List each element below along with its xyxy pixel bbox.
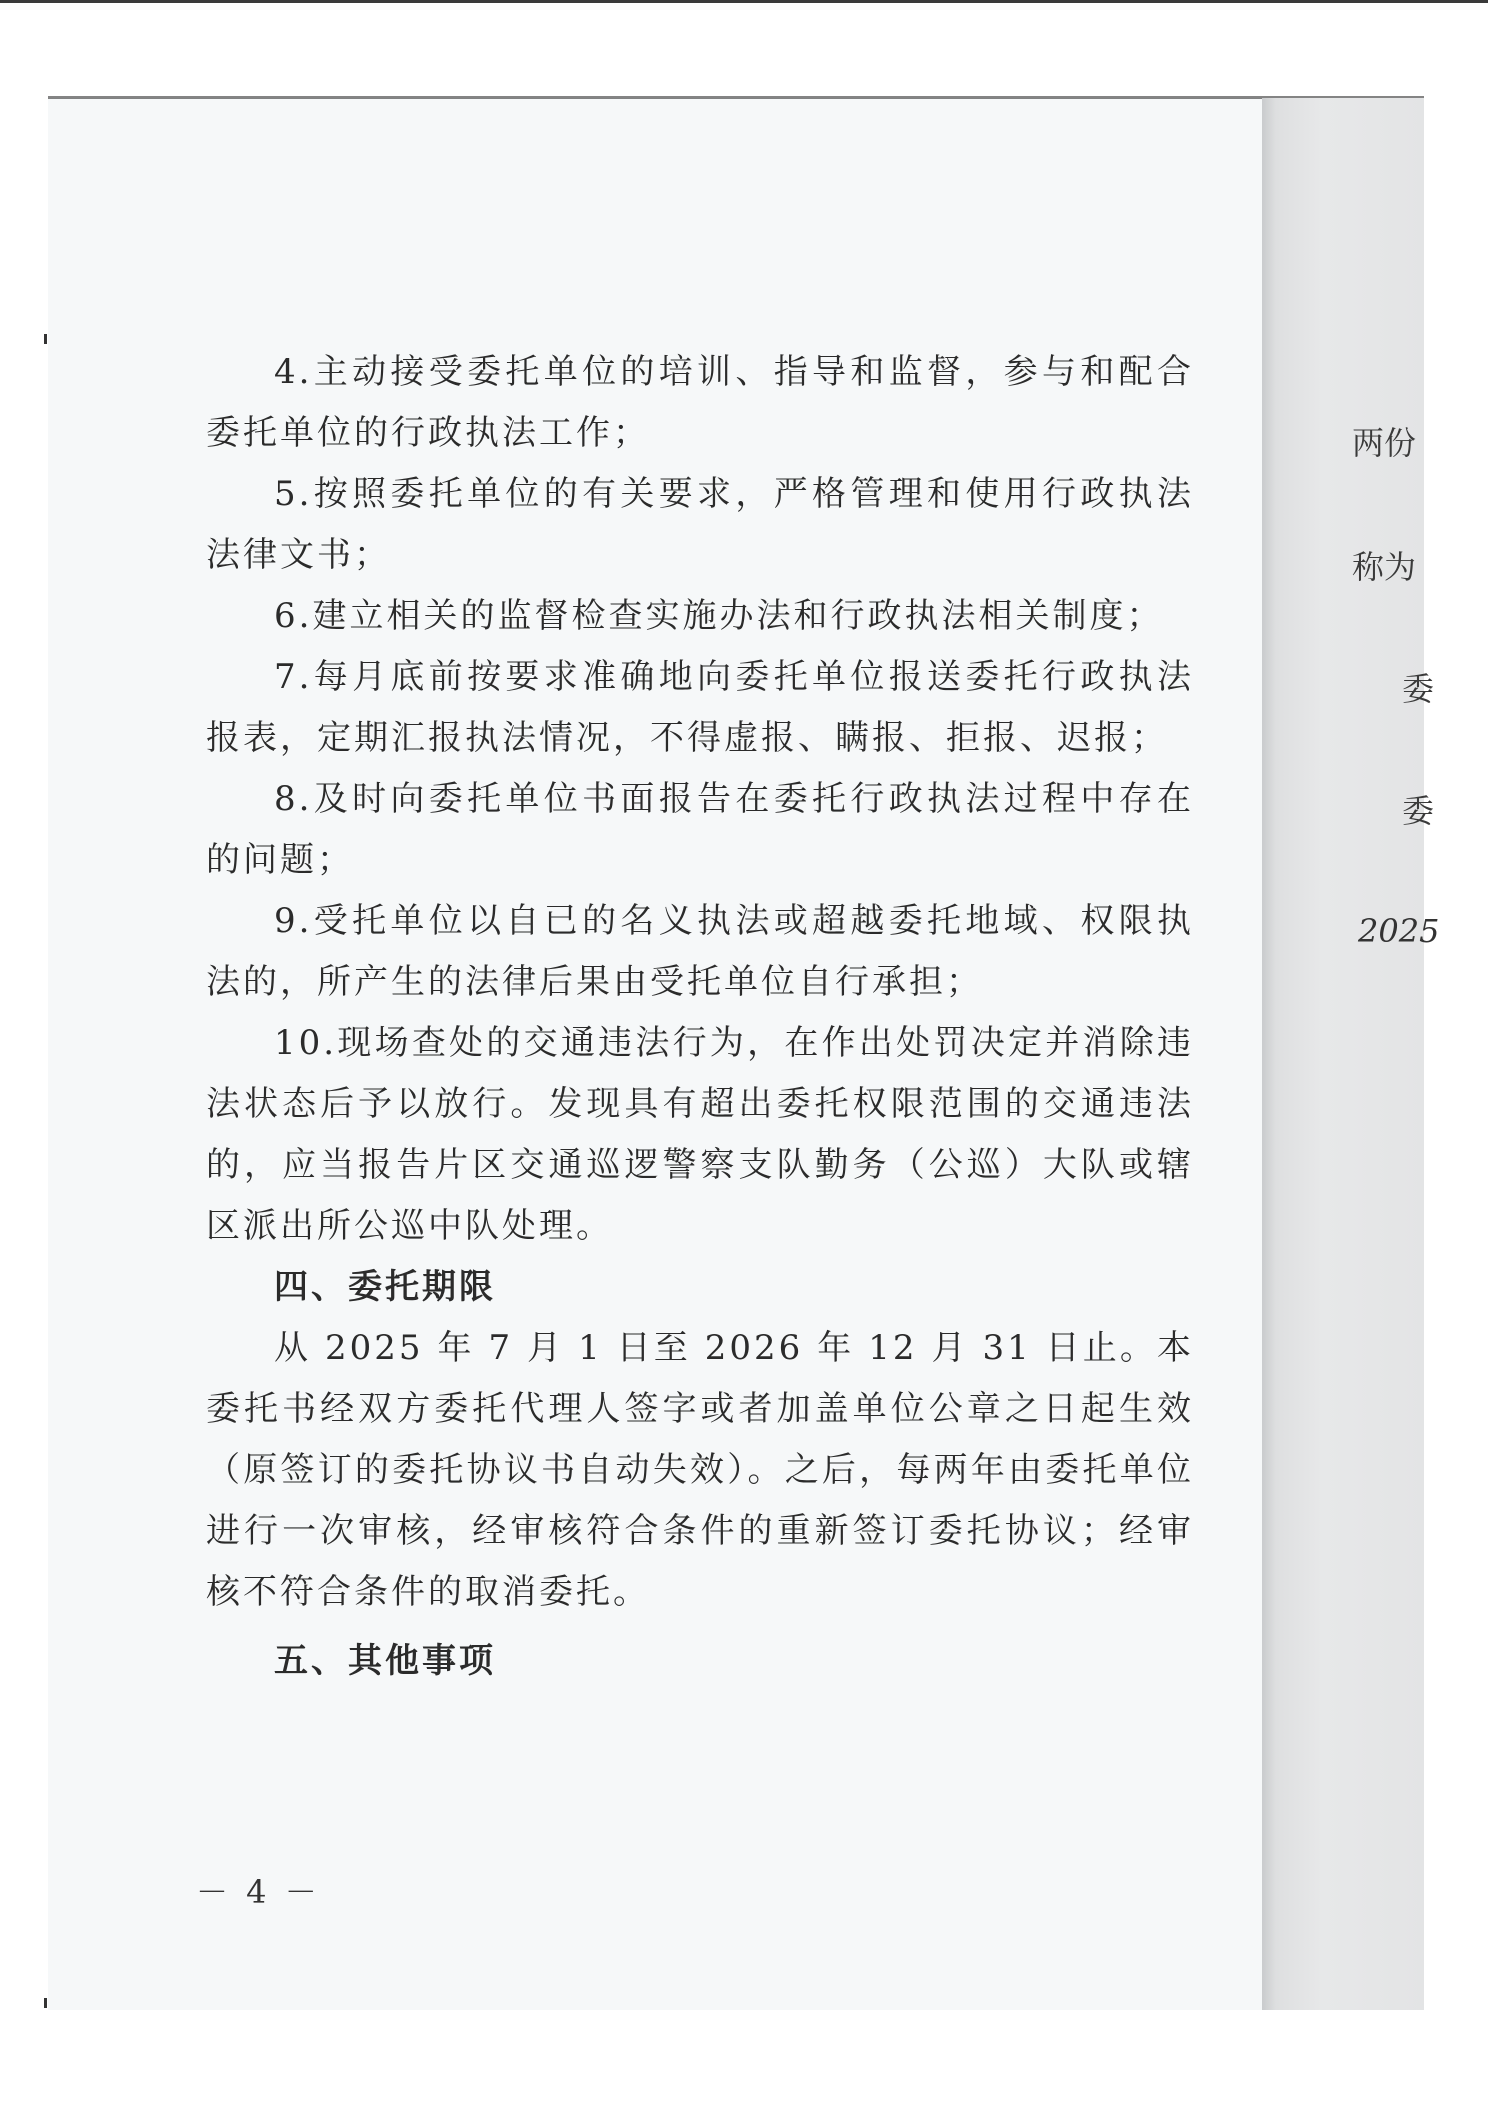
scan-top-edge	[0, 0, 1488, 3]
next-page-fragment: 两份	[1352, 424, 1417, 462]
next-page-edge	[1352, 0, 1440, 2104]
paragraph-item-8: 8.及时向委托单位书面报告在委托行政执法过程中存在的问题；	[206, 779, 1194, 880]
next-page-fragment: 委	[1402, 670, 1435, 708]
paragraph-item-6: 6.建立相关的监督检查实施办法和行政执法相关制度；	[274, 596, 1164, 636]
section-heading-term: 四、委托期限	[274, 1267, 496, 1307]
scan-edge-mark	[44, 1998, 47, 2008]
next-page-fragment: 称为	[1352, 548, 1417, 586]
document-body	[206, 342, 1194, 1692]
section-heading-other-matters: 五、其他事项	[274, 1641, 496, 1681]
next-page-handwritten-fragment: 2025	[1358, 912, 1440, 950]
paragraph-term: 从 2025 年 7 月 1 日至 2026 年 12 月 31 日止。本委托书经双方委托代理人签字或者加盖单位公章之日起生效（原签订的委托协议书自动失效）。之后，每两年由委托单位进行一次审核，经审核符合条件的重新签订委托协议；经审核不符合条件的取消委托。	[206, 1328, 1194, 1612]
page-top-border	[48, 96, 1424, 99]
page-number: － 4 －	[196, 1873, 321, 1911]
next-page-fragment: 委	[1402, 792, 1435, 830]
paragraph-item-5: 5.按照委托单位的有关要求，严格管理和使用行政执法法律文书；	[206, 474, 1194, 575]
scan-edge-mark	[44, 334, 47, 344]
paragraph-item-4: 4.主动接受委托单位的培训、指导和监督，参与和配合委托单位的行政执法工作；	[206, 352, 1194, 453]
paragraph-item-9: 9.受托单位以自已的名义执法或超越委托地域、权限执法的，所产生的法律后果由受托单位自行承担；	[206, 901, 1194, 1002]
paragraph-item-10: 10.现场查处的交通违法行为，在作出处罚决定并消除违法状态后予以放行。发现具有超出委托权限范围的交通违法的，应当报告片区交通巡逻警察支队勤务（公巡）大队或辖区派出所公巡中队处理。	[206, 1023, 1194, 1246]
paragraph-item-7: 7.每月底前按要求准确地向委托单位报送委托行政执法报表，定期汇报执法情况，不得虚报、瞒报、拒报、迟报；	[206, 657, 1194, 758]
